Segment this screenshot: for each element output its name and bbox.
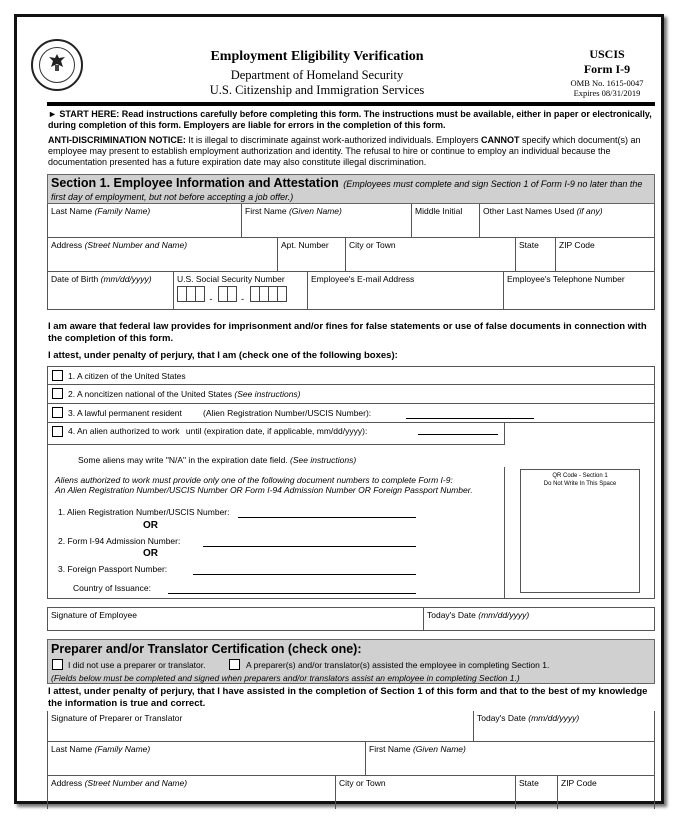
- preparer-signature-field[interactable]: Signature of Preparer or Translator: [48, 711, 474, 742]
- preparer-address-field[interactable]: Address (Street Number and Name): [48, 776, 336, 809]
- preparer-grid: [47, 711, 655, 809]
- dob-field[interactable]: Date of Birth (mm/dd/yyyy): [48, 272, 174, 309]
- option-noncitizen-national[interactable]: 2. A noncitizen national of the United States (See instructions): [47, 385, 655, 404]
- alien-number-line[interactable]: [238, 517, 416, 518]
- form-title: Employment Eligibility Verification: [210, 49, 424, 64]
- ssn-field[interactable]: U.S. Social Security Number - -: [174, 272, 308, 309]
- aware-statement: I am aware that federal law provides for imprisonment and/or fines for false statements or use of false documents in connection with the completion of this form.: [48, 321, 647, 344]
- citizen-checkbox[interactable]: [52, 370, 63, 381]
- country-line[interactable]: [168, 593, 416, 594]
- agency-abbrev: USCIS: [589, 47, 625, 61]
- ssn-boxes: - -: [177, 286, 304, 304]
- preparer-city-field[interactable]: City or Town: [336, 776, 516, 809]
- preparer-assisted-checkbox[interactable]: [229, 659, 240, 670]
- employee-signature-field[interactable]: Signature of Employee: [48, 608, 424, 630]
- zip-field[interactable]: ZIP Code: [556, 238, 654, 272]
- preparer-zip-field[interactable]: ZIP Code: [561, 778, 597, 788]
- telephone-field[interactable]: Employee's Telephone Number: [507, 274, 625, 284]
- preparer-date-field[interactable]: Today's Date (mm/dd/yyyy): [474, 711, 654, 742]
- preparer-first-name-field[interactable]: First Name (Given Name): [366, 742, 654, 776]
- state-field[interactable]: State: [516, 238, 556, 272]
- form-page: [14, 14, 664, 804]
- qr-code-area: QR Code - Section 1 Do Not Write In This Space: [520, 469, 640, 593]
- city-field[interactable]: City or Town: [346, 238, 516, 272]
- employee-date-field[interactable]: Today's Date (mm/dd/yyyy): [427, 610, 530, 620]
- section1-header: [47, 174, 655, 204]
- apt-number-field[interactable]: Apt. Number: [278, 238, 346, 272]
- option-alien-authorized: 4. An alien authorized to work until (expiration date, if applicable, mm/dd/yyyy): Some aliens may write "N/A" in the expiration date field. (See instructions) Aliens authorized to work must provide only one of the following document numbers to complete Form I-9: An Alien Registration Number/USCIS Number OR Form I-94 Admission Number OR Foreign Passport Number. 1. Alien Registration Number/USCIS Number: OR 2. Form I-94 Admission Number: OR 3. Foreign Passport Number: Country of Issuance: QR Code - Section 1 Do Not Write In This Space: [47, 423, 655, 599]
- omb-number: OMB No. 1615-0047: [570, 78, 644, 88]
- attest-statement: I attest, under penalty of perjury, that I am (check one of the following boxes):: [48, 350, 398, 361]
- permanent-resident-checkbox[interactable]: [52, 407, 63, 418]
- alien-checkbox[interactable]: [52, 426, 63, 437]
- option-citizen[interactable]: 1. A citizen of the United States: [47, 366, 655, 385]
- anti-discrimination-notice: ANTI-DISCRIMINATION NOTICE: It is illegal to discriminate against work-authorized individuals. Employers CANNOT specify which document(s) an employee may present to establish employment authorization and identity. The refusal to hire or continue to employ an individual because the documentation presented has a future expiration date may also constitute illegal discrimination.: [48, 135, 641, 167]
- start-here-notice: ► START HERE: Read instructions carefully before completing this form. The instructions must be available, either in paper or electronically, during completion of this form. Employers are liable for errors in the completion of this form.: [48, 109, 652, 130]
- section1-title: Section 1. Employee Information and Attestation: [51, 176, 339, 190]
- i94-number-line[interactable]: [203, 546, 416, 547]
- form-number: Form I-9: [583, 62, 631, 76]
- noncitizen-checkbox[interactable]: [52, 388, 63, 399]
- expiration-date: Expires 08/31/2019: [573, 88, 641, 98]
- preparer-last-name-field[interactable]: Last Name (Family Name): [48, 742, 366, 776]
- agency-name: U.S. Citizenship and Immigration Services: [209, 83, 425, 97]
- header-rule: [47, 102, 655, 106]
- dhs-seal: [31, 39, 83, 91]
- expiration-line[interactable]: [418, 434, 498, 435]
- preparer-title: Preparer and/or Translator Certification (check one):: [51, 642, 362, 656]
- last-name-field[interactable]: Last Name (Family Name): [48, 204, 242, 238]
- other-last-names-field[interactable]: Other Last Names Used (if any): [480, 204, 654, 238]
- preparer-state-field[interactable]: State: [516, 776, 558, 809]
- option-permanent-resident[interactable]: 3. A lawful permanent resident (Alien Registration Number/USCIS Number):: [47, 404, 655, 423]
- eagle-icon: [45, 51, 69, 75]
- uscis-number-line[interactable]: [406, 418, 534, 419]
- address-field[interactable]: Address (Street Number and Name): [48, 238, 278, 272]
- section1-note: (Employees must complete and sign Section 1 of Form I-9 no later than the first day of employment, but not before accepting a job offer.): [51, 179, 643, 202]
- aliens-instructions: Aliens authorized to work must provide only one of the following document numbers to complete Form I-9: An Alien Registration Number/USCIS Number OR Form I-94 Admission Number OR Foreign Passport Number.: [55, 475, 473, 495]
- preparer-header: Preparer and/or Translator Certification (check one): I did not use a preparer or translator. A preparer(s) and/or translator(s) assisted the employee in completing Section 1. (Fields below must be completed and signed when preparers and/or translators assist an employee in completing Section 1.): [47, 639, 655, 684]
- preparer-attest: I attest, under penalty of perjury, that I have assisted in the completion of Section 1 of this form and that to the best of my knowledge the information is true and correct.: [48, 686, 648, 709]
- employee-info-grid: [47, 204, 655, 310]
- preparer-note: (Fields below must be completed and signed when preparers and/or translators assist an employee in completing Section 1.): [51, 673, 520, 683]
- employee-signature-row: [47, 607, 655, 631]
- passport-number-line[interactable]: [193, 574, 416, 575]
- department-name: Department of Homeland Security: [230, 68, 404, 82]
- first-name-field[interactable]: First Name (Given Name): [242, 204, 412, 238]
- no-preparer-checkbox[interactable]: [52, 659, 63, 670]
- email-field[interactable]: Employee's E-mail Address: [308, 272, 504, 309]
- middle-initial-field[interactable]: Middle Initial: [412, 204, 480, 238]
